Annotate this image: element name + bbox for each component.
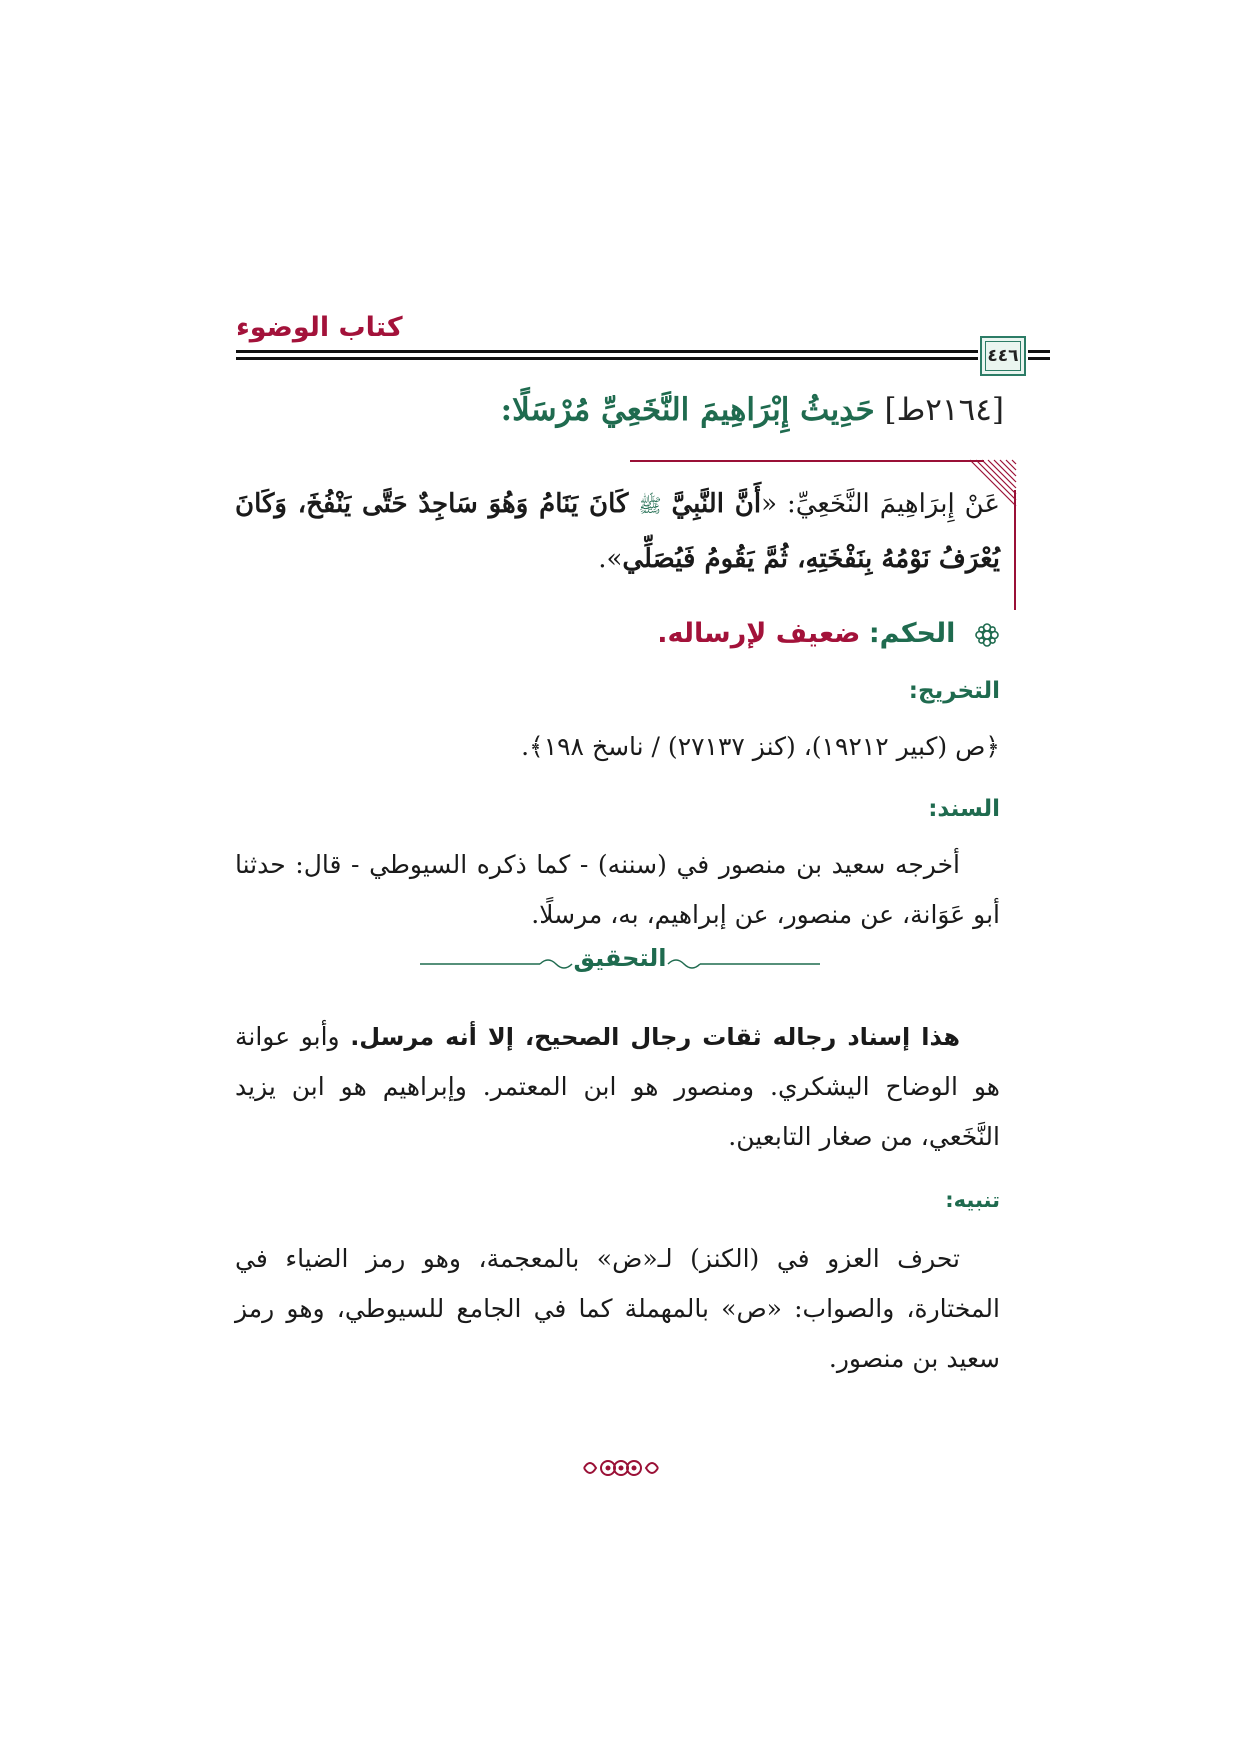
matn-end: ». <box>598 544 623 574</box>
takhrij-label: التخريج: <box>908 678 1000 704</box>
header-rule <box>1028 350 1050 353</box>
page-number-frame <box>980 336 1026 376</box>
takhrij-text: ﴿ص (كبير ١٩٢١٢)، (كنز ٢٧١٣٧) / ناسخ ١٩٨﴾. <box>521 732 1000 761</box>
header-rule <box>236 350 978 353</box>
tahqiq-lead: هذا إسناد رجاله ثقات رجال الصحيح، إلا أنه مرسل. <box>350 1023 960 1051</box>
ruling-value: ضعيف لإرساله. <box>657 618 861 649</box>
matn-quote-start: أَنَّ النَّبِيَّ <box>671 489 762 519</box>
matn-quote-rest: كَانَ يَنَامُ وَهُوَ سَاجِدٌ حَتَّى يَنْفُخَ، وَكَانَ يُعْرَفُ نَوْمُهُ بِنَفْخَتِهِ، ثُمَّ يَقُومُ فَيُصَلِّي <box>235 489 1000 574</box>
matn-intro: عَنْ إِبرَاهِيمَ النَّخَعِيِّ: « <box>761 489 1000 519</box>
ornament-icon <box>580 1448 662 1488</box>
ruling <box>657 618 1000 649</box>
running-title: كتاب الوضوء <box>236 312 403 343</box>
page-number: ٤٤٦ <box>985 341 1021 371</box>
header-rule <box>1028 357 1050 360</box>
tahqiq-body: وأبو عوانة هو الوضاح اليشكري. ومنصور هو ابن المعتمر. وإبراهيم هو ابن يزيد النَّخَعي، من صغار التابعين. <box>235 1022 1000 1151</box>
hadith-number: [٢١٦٤ط] <box>884 392 1004 428</box>
ruling-label: الحكم: <box>868 618 956 649</box>
tanbih-text: تحرف العزو في (الكنز) لـ«ض» بالمعجمة، وهو رمز الضياء في المختارة، والصواب: «ص» بالمهملة كما في الجامع للسيوطي، وهو رمز سعيد بن منصور. <box>235 1244 1000 1373</box>
tanbih-label: تنبيه: <box>945 1188 1000 1212</box>
flower-icon <box>974 622 1000 648</box>
tahqiq-divider <box>0 944 1240 984</box>
hadith-title: حَدِيثُ إِبْرَاهِيمَ النَّخَعِيِّ مُرْسَلًا: <box>500 392 875 428</box>
sanad-label: السند: <box>928 796 1000 822</box>
hadith-matn <box>235 478 1000 586</box>
salawat-glyph: ﷺ <box>638 495 662 517</box>
hadith-heading <box>501 392 1004 428</box>
matn-top-rule <box>630 460 984 462</box>
tahqiq-text <box>235 1012 1000 1162</box>
sanad-text: أخرجه سعيد بن منصور في (سننه) - كما ذكره السيوطي - قال: حدثنا أبو عَوَانة، عن منصور، عن إبراهيم، به، مرسلًا. <box>235 850 1000 929</box>
header-rule <box>236 357 978 360</box>
tahqiq-label: التحقيق <box>573 944 667 972</box>
